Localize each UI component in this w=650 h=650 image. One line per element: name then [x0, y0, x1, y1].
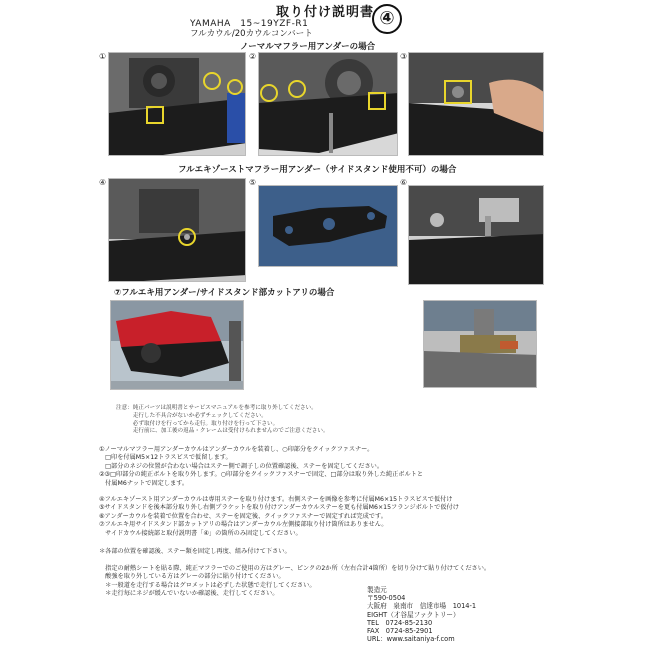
instruction-line: ④フルエキゾースト用アンダーカウルは専用ステーを取り付けます。右側ステーを画像を参考に付属M6×15トラスビスで仮付け: [99, 496, 453, 503]
photo-step-1: [108, 52, 246, 156]
photo-step-5-image: [259, 186, 398, 267]
variant-name: フルカウル/20カウルコンバート: [190, 29, 313, 39]
step-number: ①: [99, 52, 107, 61]
photo-step-1-image: [109, 53, 246, 156]
instruction-line: ⑤サイドスタンドを後本部分取り外し右側ブラケットを取り付けアンダーカウルステーを更も付属M6×15フランジボルトで仮付け: [99, 504, 459, 512]
photo-step-4: [108, 178, 246, 282]
instruction-line: ⑦フルエキ用サイドスタンド部カットアリの場合はアンダーカウル左側接部取り付け箇所はありません。: [99, 521, 388, 529]
instruction-line: ①ノーマルマフラー用アンダーカウルはアンダーカウルを装着し、○印部分をクイックファスナー。: [99, 446, 374, 453]
photo-step-6-image: [409, 186, 544, 285]
instruction-line: ②③□印部分の純正ボルトを取り外します。○印部分をクイックファスナーで固定、□部分は取り外した純正ボルトと: [99, 471, 424, 479]
instruction-line: ⑥アンダーカウルを装着で位置を合わせ、ステーを固定後、クイックファスナーで固定すれば完成です。: [99, 512, 387, 520]
instruction-line: ＊走行毎にネジが緩んでいないか確認後、走行してください。: [99, 590, 279, 598]
address: 大阪府 泉南市 信達市場 1014-1: [367, 602, 477, 611]
postal-code: 〒590-0504: [367, 594, 406, 603]
photo-step-3: [408, 52, 544, 156]
document-title: 取り付け説明書: [275, 5, 374, 20]
instruction-line: 酸強を取り外している方はグレーの部分に貼り付けてください。: [99, 573, 285, 581]
photo-step-8: [423, 300, 537, 388]
step-number: ④: [99, 178, 107, 187]
company-name: EIGHT（才谷屋ファクトリー）: [367, 610, 460, 619]
model-name: YAMAHA 15~19YZF-R1: [190, 19, 309, 29]
section-heading-full-exhaust-cut: ⑦フルエキ用アンダー/サイドスタンド部カットアリの場合: [114, 288, 335, 298]
website-url: URL：www.saitaniya-f.com: [367, 635, 455, 644]
photo-step-5: [258, 185, 398, 267]
instruction-line: [99, 556, 490, 564]
instruction-line: □部分のネジの位置が合わない場合はステー側で調子しの位置確認後、ステーを固定してください。: [99, 462, 384, 470]
photo-step-7-image: [111, 301, 244, 390]
step-number: ⑤: [249, 178, 257, 187]
photo-step-6: [408, 185, 544, 285]
instructions-normal: [99, 446, 423, 488]
caution-notes: [116, 405, 329, 436]
photo-step-8-image: [424, 301, 537, 388]
step-number: ⑥: [400, 178, 408, 187]
section-heading-normal-muffler: ノーマルマフラー用アンダーの場合: [240, 42, 376, 52]
instruction-line: 指定の耐熱シートを貼る際、純正マフラーでのご使用の方はグレー、ピンクの2か所（左右合計4箇所）を切り分けて貼り付けてください。: [99, 564, 491, 572]
manufacturer-label: 製造元: [367, 586, 387, 594]
photo-step-3-image: [409, 53, 544, 156]
instruction-line: サイドカウル接続部と取付説明書「④」の箇所のみ固定してください。: [99, 529, 302, 537]
photo-step-2-image: [259, 53, 398, 156]
caution-line: 走行前に、加工後の返品・クレームは受付けられませんのでご注意ください。: [116, 428, 329, 435]
caution-line: 必ず取付けを行ってから走行。取り付けを行って下さい。: [116, 420, 279, 427]
manufacturer-info: [367, 586, 476, 643]
fax: FAX 0724-85-2901: [367, 627, 433, 636]
section-heading-full-exhaust: フルエキゾーストマフラー用アンダー（サイドスタンド使用不可）の場合: [178, 165, 457, 175]
caution-line: 走行した不具合がないか必ずチェックしてください。: [116, 412, 267, 419]
page-number-badge: ④: [372, 4, 402, 34]
instruction-line: ＊各部の位置を確認後、ステー類を固定し再度、組み付けて下さい。: [99, 548, 291, 555]
instruction-line: ＊一般道を走行する場合はグロメットは必ずした状態で走行してください。: [99, 581, 316, 589]
phone: TEL 0724-85-2130: [367, 618, 433, 627]
step-number: ②: [249, 52, 257, 61]
instructions-full-exhaust: [99, 496, 459, 538]
instruction-line: □印を付属M5×12トラスビスで仮留します。: [99, 454, 232, 462]
caution-line: 注意：純正パーツは説明書とサービスマニュアルを参考に取り外してください。: [116, 405, 317, 411]
instruction-line: 付属M6ナットで固定します。: [99, 479, 189, 487]
photo-step-7: [110, 300, 244, 390]
photo-step-2: [258, 52, 398, 156]
photo-step-4-image: [109, 179, 246, 282]
step-number: ③: [400, 52, 408, 61]
